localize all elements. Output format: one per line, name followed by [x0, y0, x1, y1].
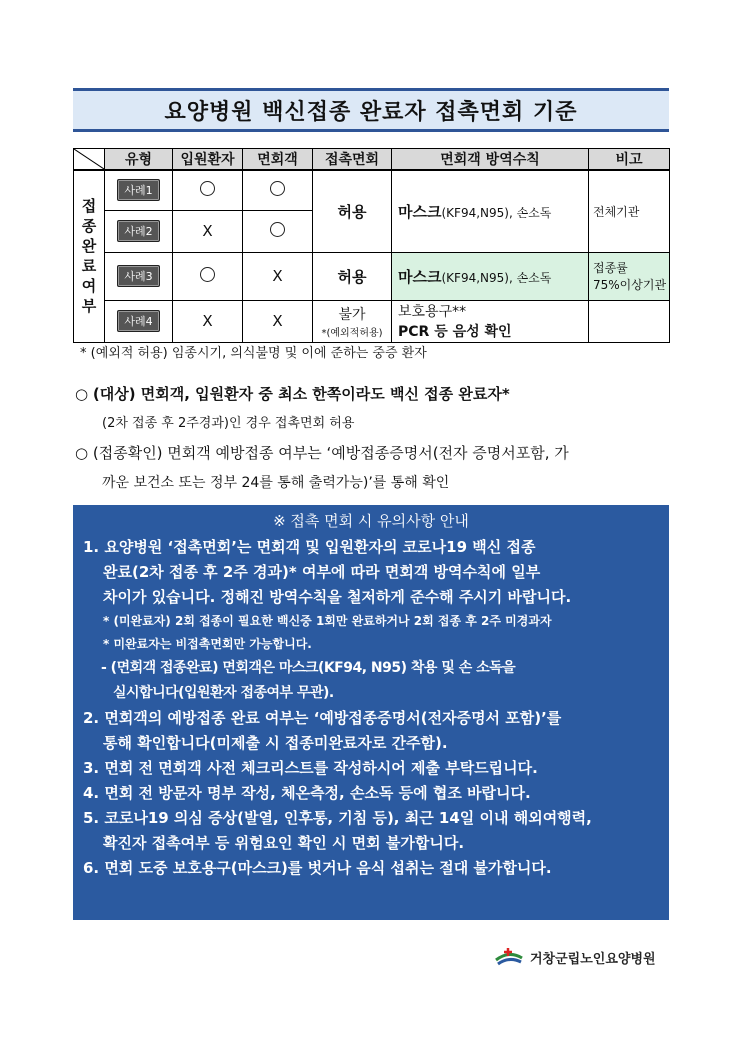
diagonal-header-cell — [74, 149, 105, 171]
contact-allow-3: 허용 — [313, 252, 392, 300]
table-header-row — [74, 149, 670, 171]
bullet-target: ○ (대상) 면회객, 입원환자 중 최소 한쪽이라도 백신 접종 완료자* — [75, 385, 510, 403]
table-footnote: * (예외적 허용) 임종시기, 의식불명 및 이에 준하는 중증 환자 — [80, 346, 427, 361]
rules-12: 마스크(KF94,N95), 손소독 — [392, 170, 589, 252]
note-12: 전체기관 — [589, 170, 670, 252]
contact-deny-4: 불가 *(예외적허용) — [313, 300, 392, 342]
rules-3: 마스크(KF94,N95), 손소독 — [392, 252, 589, 300]
note-4 — [589, 300, 670, 342]
bullet-target-detail: (2차 접종 후 2주경과)인 경우 접촉면회 허용 — [102, 416, 355, 431]
case-1-badge: 사례1 — [117, 179, 159, 201]
vaccination-side-label: 접 종 완 료 여 부 — [74, 170, 105, 342]
notice-item-1-note-1: * (미완료자) 2회 접종이 필요한 백신중 1회만 완료하거나 2회 접종 후 2주 미경과자 — [103, 614, 552, 628]
cross-mark: X — [243, 252, 313, 300]
hospital-logo-icon — [494, 946, 524, 968]
notice-header: ※ 접촉 면회 시 유의사항 안내 — [273, 512, 469, 530]
bullet-confirm: ○ (접종확인) 면회객 예방접종 여부는 ‘예방접종증명서(전자 증명서포함, 가 — [75, 444, 569, 462]
notice-item-6: 6. 면회 도중 보호용구(마스크)를 벗거나 음식 섭취는 절대 불가합니다. — [83, 859, 552, 877]
notice-item-1-dash-1: - (면회객 접종완료) 면회객은 마스크(KF94, N95) 착용 및 손 소독을 — [101, 660, 516, 676]
notice-item-5: 5. 코로나19 의심 증상(발열, 인후통, 기침 등), 최근 14일 이내 해외여행력, 확진자 접촉여부 등 위험요인 확인 시 면회 불가합니다. — [83, 809, 592, 852]
page-title: 요양병원 백신접종 완료자 접촉면회 기준 — [164, 99, 578, 125]
header-visitor: 면회객 — [243, 149, 313, 171]
header-contact: 접촉면회 — [313, 149, 392, 171]
rules-4: 보호용구** PCR 등 음성 확인 — [392, 300, 589, 342]
table-row — [74, 300, 670, 342]
notice-item-4: 4. 면회 전 방문자 명부 작성, 체온측정, 손소독 등에 협조 바랍니다. — [83, 784, 531, 802]
header-type: 유형 — [105, 149, 173, 171]
visit-criteria-table — [73, 148, 670, 343]
circle-icon — [200, 181, 215, 196]
title-banner — [73, 88, 669, 132]
table-row — [74, 170, 670, 210]
cross-mark: X — [173, 210, 243, 252]
notice-item-1-note-2: * 미완료자는 비접촉면회만 가능합니다. — [103, 637, 312, 651]
table-row — [74, 252, 670, 300]
circle-icon — [270, 181, 285, 196]
case-2-badge: 사례2 — [117, 220, 159, 242]
notice-item-3: 3. 면회 전 면회객 사전 체크리스트를 작성하시어 제출 부탁드립니다. — [83, 759, 538, 777]
notice-item-1-dash-2: 실시합니다(입원환자 접종여부 무관). — [113, 685, 334, 701]
cross-mark: X — [173, 300, 243, 342]
note-3: 접종률 75%이상기관 — [589, 252, 670, 300]
circle-icon — [200, 267, 215, 282]
header-rules: 면회객 방역수칙 — [392, 149, 589, 171]
case-4-badge: 사례4 — [117, 310, 159, 332]
notice-item-1: 1. 요양병원 ‘접촉면회’는 면회객 및 입원환자의 코로나19 백신 접종 완료(2차 접종 후 2주 경과)* 여부에 따라 면회객 방역수칙에 일부 차이가 있습니다. 정해진 방역수칙을 철저하게 준수해 주시기 바랍니다. — [83, 538, 572, 606]
header-patient: 입원환자 — [173, 149, 243, 171]
notice-box — [73, 505, 669, 920]
case-3-badge: 사례3 — [117, 265, 159, 287]
header-note: 비고 — [589, 149, 670, 171]
contact-allow-12: 허용 — [313, 170, 392, 252]
hospital-name: 거창군립노인요양병원 — [530, 951, 656, 967]
hospital-logo — [494, 946, 656, 968]
cross-mark: X — [243, 300, 313, 342]
notice-item-2: 2. 면회객의 예방접종 완료 여부는 ‘예방접종증명서(전자증명서 포함)’를 통해 확인합니다(미제출 시 접종미완료자로 간주함). — [83, 709, 562, 752]
bullet-confirm-detail: 까운 보건소 또는 정부 24를 통해 출력가능)’를 통해 확인 — [102, 475, 450, 491]
circle-icon — [270, 222, 285, 237]
